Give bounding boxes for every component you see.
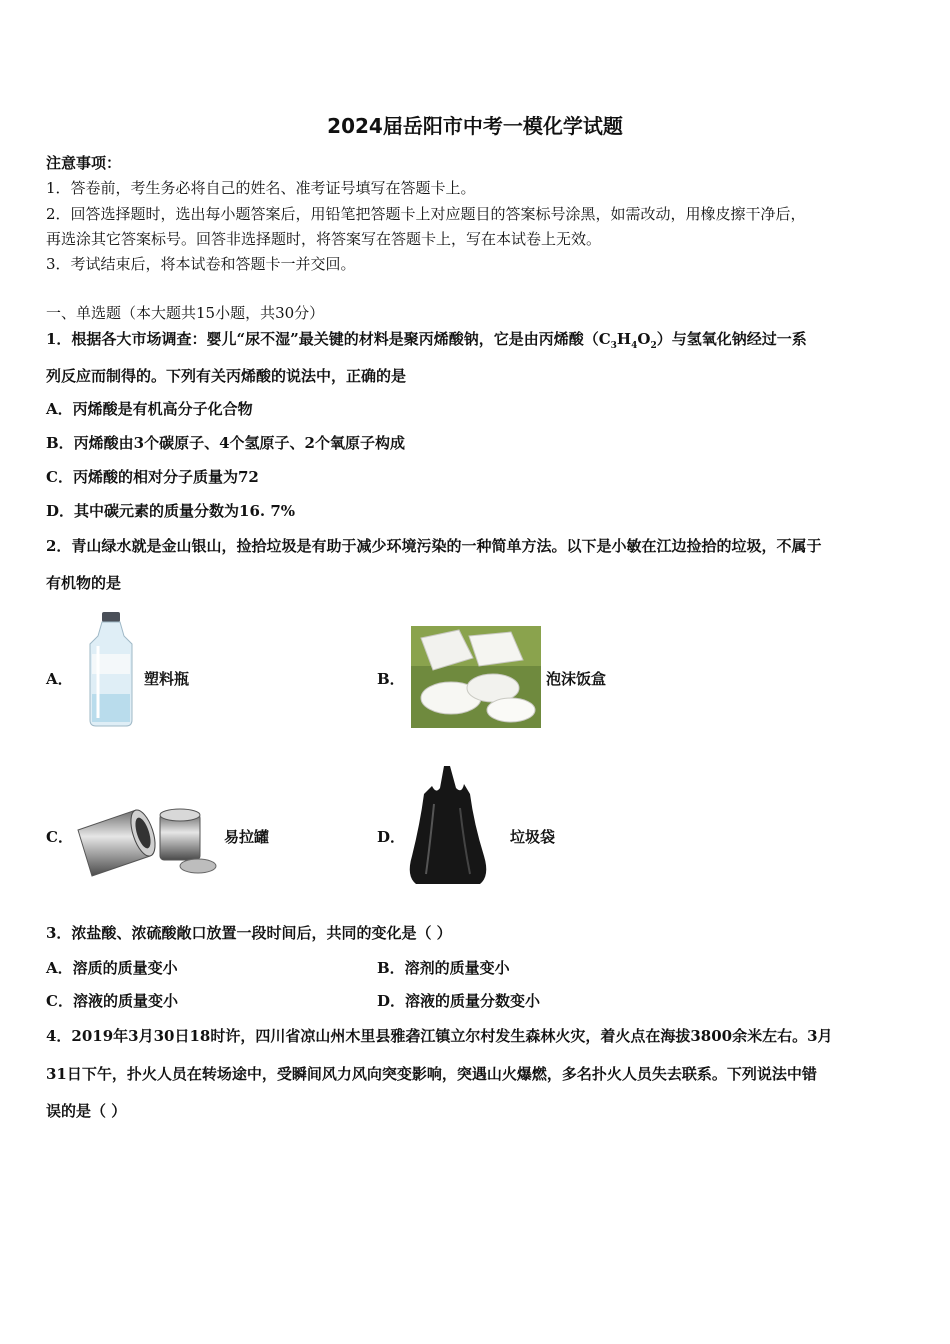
q2-option-a-caption: 塑料瓶 (144, 670, 190, 688)
page-title: 2024届岳阳市中考一模化学试题 (327, 114, 623, 138)
q3-option-a: A．溶质的质量变小 (46, 959, 178, 977)
q3-stem: 3．浓盐酸、浓硫酸敞口放置一段时间后，共同的变化是（ ） (46, 924, 452, 942)
q1-stem-line-2: 列反应而制得的。下列有关丙烯酸的说法中，正确的是 (46, 367, 407, 385)
q3-option-b: B．溶剂的质量变小 (377, 959, 510, 977)
q2-stem-line-1: 2．青山绿水就是金山银山，捡拾垃圾是有助于减少环境污染的一种简单方法。以下是小敏在江边捡拾的垃圾，不属于 (46, 537, 822, 555)
q1-option-c: C．丙烯酸的相对分子质量为72 (46, 468, 259, 486)
tin-can-image (74, 800, 220, 886)
q1-stem-line-1 (46, 328, 807, 351)
garbage-bag-image (404, 764, 490, 890)
q2-option-b-caption: 泡沫饭盒 (546, 670, 607, 688)
q1-option-b: B．丙烯酸由3个碳原子、4个氢原子、2个氧原子构成 (46, 434, 405, 452)
q2-option-d-letter: D． (377, 828, 406, 846)
q2-option-a-letter: A． (46, 670, 73, 688)
q2-option-c-caption: 易拉罐 (224, 828, 270, 846)
notice-item-2: 2．回答选择题时，选出每小题答案后，用铅笔把答题卡上对应题目的答案标号涂黑，如需改动，用橡皮擦干净后， (46, 205, 806, 223)
notice-item-3: 3．考试结束后，将本试卷和答题卡一并交回。 (46, 255, 356, 273)
section-heading: 一、单选题（本大题共15小题，共30分） (46, 304, 325, 322)
q1-stem-part2: ）与氢氧化钠经过一系 (656, 330, 807, 348)
q2-option-d-caption: 垃圾袋 (510, 828, 556, 846)
q2-option-b-letter: B． (377, 670, 405, 688)
q1-stem-part1: 1．根据各大市场调查：婴儿“尿不湿”最关键的材料是聚丙烯酸钠，它是由丙烯酸（ (46, 330, 599, 348)
q3-option-c: C．溶液的质量变小 (46, 992, 178, 1010)
q1-option-a: A．丙烯酸是有机高分子化合物 (46, 400, 253, 418)
q2-option-c-letter: C． (46, 828, 73, 846)
foam-lunchbox-image (411, 626, 541, 728)
q1-formula: $C_3H_4O_2$ (598, 330, 657, 351)
notice-item-1: 1．答卷前，考生务必将自己的姓名、准考证号填写在答题卡上。 (46, 179, 476, 197)
q2-stem-line-2: 有机物的是 (46, 574, 122, 592)
q1-option-d: D．其中碳元素的质量分数为16. 7% (46, 502, 296, 520)
q4-stem-line-1: 4．2019年3月30日18时许，四川省凉山州木里县雅砻江镇立尔村发生森林火灾，着火点在海拔3800余米左右。3月 (46, 1027, 833, 1045)
plastic-bottle-image (80, 610, 142, 728)
q4-stem-line-3: 误的是（ ） (46, 1102, 127, 1120)
q3-option-d: D．溶液的质量分数变小 (377, 992, 541, 1010)
q4-stem-line-2: 31日下午，扑火人员在转场途中，受瞬间风力风向突变影响，突遇山火爆燃，多名扑火人员失去联系。下列说法中错 (46, 1065, 817, 1083)
notice-item-2-cont: 再选涂其它答案标号。回答非选择题时，将答案写在答题卡上，写在本试卷上无效。 (46, 230, 602, 248)
notice-heading: 注意事项： (46, 154, 122, 172)
